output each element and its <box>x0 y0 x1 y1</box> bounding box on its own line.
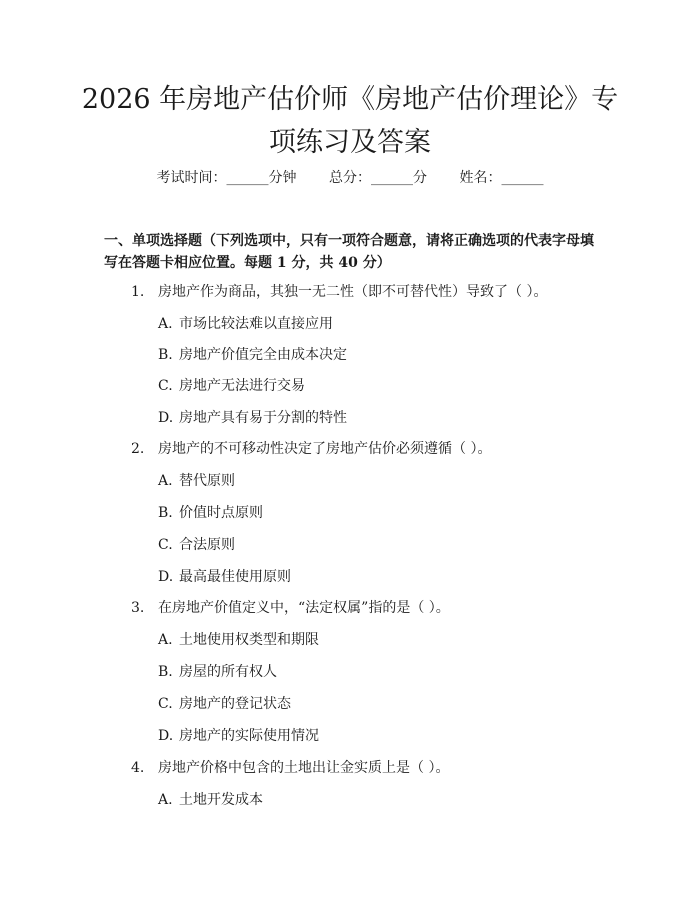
title-line-1: 2026 年房地产估价师《房地产估价理论》专 <box>81 84 619 115</box>
option-letter: A. <box>158 473 173 489</box>
question-4 <box>131 758 449 778</box>
option-letter: A. <box>158 792 173 808</box>
option-letter: B. <box>158 505 173 521</box>
option-letter: A. <box>158 632 173 648</box>
question-text: 房地产作为商品，其独一无二性（即不可替代性）导致了（ ）。 <box>158 284 548 300</box>
question-text: 房地产的不可移动性决定了房地产估价必须遵循（ ）。 <box>158 441 492 457</box>
question-2-option-d <box>158 567 291 587</box>
option-letter: B. <box>158 664 173 680</box>
question-1-option-c <box>158 376 305 396</box>
option-letter: C. <box>158 537 173 553</box>
name-field: 姓名：______ <box>459 170 544 186</box>
question-number: 3. <box>131 600 145 616</box>
option-text: 房屋的所有权人 <box>179 664 277 680</box>
option-letter: D. <box>158 410 174 426</box>
question-number: 1. <box>131 284 145 300</box>
option-text: 房地产价值完全由成本决定 <box>179 347 347 363</box>
question-3-option-d <box>158 726 319 746</box>
option-text: 市场比较法难以直接应用 <box>179 316 333 332</box>
option-text: 房地产的登记状态 <box>179 696 291 712</box>
total-score-field: 总分：______分 <box>329 170 427 186</box>
question-2-option-a <box>158 471 235 491</box>
option-letter: A. <box>158 316 173 332</box>
question-text: 在房地产价值定义中，“法定权属”指的是（ ）。 <box>158 600 450 616</box>
question-number: 4. <box>131 760 145 776</box>
option-text: 房地产无法进行交易 <box>179 378 305 394</box>
section-heading: 一、单项选择题（下列选项中，只有一项符合题意，请将正确选项的代表字母填写在答题卡相应位置。每题 1 分，共 40 分） <box>104 233 594 271</box>
option-letter: B. <box>158 347 173 363</box>
question-3-option-c <box>158 694 291 714</box>
question-text: 房地产价格中包含的土地出让金实质上是（ ）。 <box>158 760 450 776</box>
exam-time-field: 考试时间：______分钟 <box>156 170 297 186</box>
option-letter: C. <box>158 378 173 394</box>
option-text: 最高最佳使用原则 <box>179 569 291 585</box>
option-text: 替代原则 <box>179 473 235 489</box>
question-3-option-a <box>158 630 319 650</box>
question-1-option-a <box>158 314 333 334</box>
exam-info <box>0 168 700 188</box>
question-2 <box>131 439 491 459</box>
question-3 <box>131 598 450 618</box>
option-text: 土地使用权类型和期限 <box>179 632 319 648</box>
document-title <box>60 78 640 164</box>
option-text: 土地开发成本 <box>179 792 263 808</box>
question-2-option-b <box>158 503 263 523</box>
option-letter: C. <box>158 696 173 712</box>
option-text: 房地产的实际使用情况 <box>179 728 319 744</box>
option-letter: D. <box>158 728 174 744</box>
question-2-option-c <box>158 535 235 555</box>
option-text: 房地产具有易于分割的特性 <box>179 410 347 426</box>
question-4-option-a <box>158 790 263 810</box>
option-letter: D. <box>158 569 174 585</box>
question-1-option-b <box>158 345 347 365</box>
question-number: 2. <box>131 441 145 457</box>
title-line-2: 项练习及答案 <box>269 127 431 158</box>
option-text: 合法原则 <box>179 537 235 553</box>
question-1 <box>131 282 547 302</box>
question-1-option-d <box>158 408 347 428</box>
option-text: 价值时点原则 <box>179 505 263 521</box>
question-3-option-b <box>158 662 277 682</box>
